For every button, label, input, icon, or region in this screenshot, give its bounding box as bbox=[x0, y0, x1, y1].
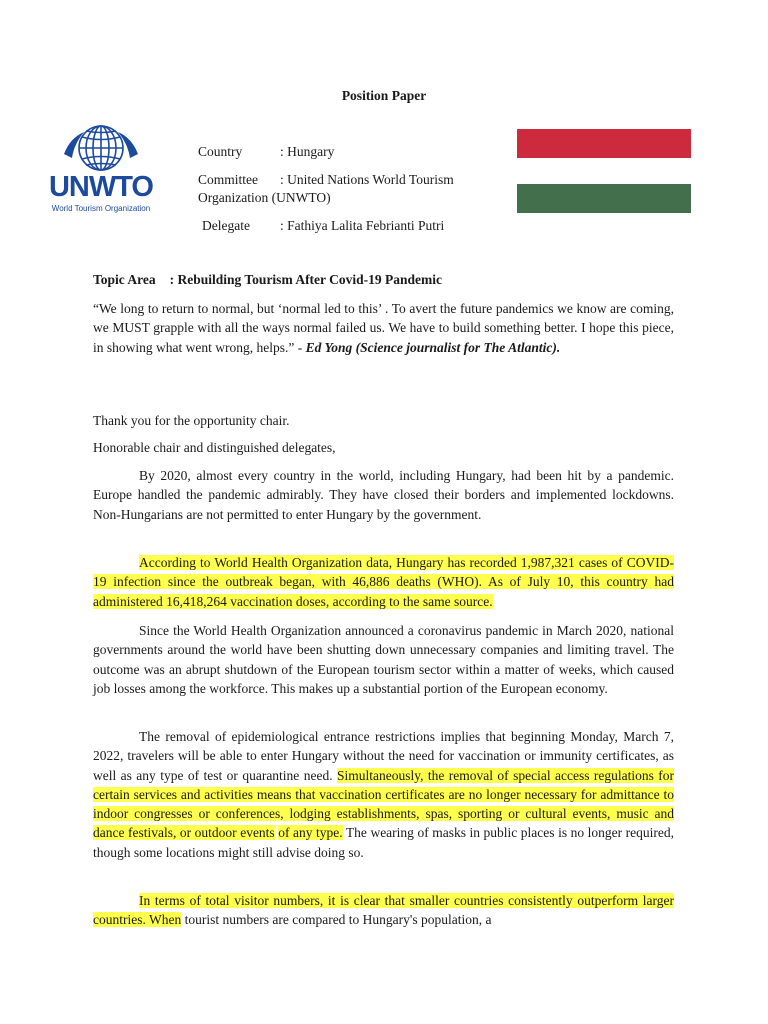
paragraph-2 bbox=[93, 553, 674, 611]
opening-quote bbox=[93, 299, 674, 357]
committee-value: : United Nations World Tourism bbox=[280, 172, 454, 187]
quote-text: “We long to return to normal, but ‘normal led to this’ . To avert the future pandemics we know are coming, we MUST grapple with all the ways normal failed us. We have to build something better. I hope this piece, in showing what went wrong, helps.” - bbox=[93, 301, 674, 355]
greeting-line-2: Honorable chair and distinguished delegates, bbox=[93, 440, 336, 455]
paragraph-4 bbox=[93, 727, 674, 862]
paragraph-2-highlight: According to World Health Organization data, Hungary has recorded 1,987,321 cases of COVID-19 infection since the outbreak began, with 46,886 deaths (WHO). As of July 10, this country had administered 16,418,264 vaccination doses, according to the same source. bbox=[93, 555, 674, 609]
delegate-value: : Fathiya Lalita Febrianti Putri bbox=[280, 218, 445, 233]
topic-area bbox=[93, 272, 442, 288]
globe-icon bbox=[44, 124, 158, 174]
paragraph-4-highlight: Simultaneously, the removal of special access regulations for certain services and activities means that vaccination certificates are no longer necessary for admittance to indoor congresses or conferences, lodging establishments, spas, sporting or cultural events, music and dance festivals, or outdoor events bbox=[93, 767, 674, 841]
paragraph-1-text: By 2020, almost every country in the world, including Hungary, had been hit by a pandemic. Europe handled the pandemic admirably. They have closed their borders and implemented lockdowns. Non-Hungarians are not permitted to enter Hungary by the government. bbox=[93, 468, 674, 522]
flag-red-stripe bbox=[517, 129, 691, 158]
paragraph-3 bbox=[93, 621, 674, 698]
country-value: : Hungary bbox=[280, 144, 335, 159]
logo-wordmark: UNWTO bbox=[48, 171, 153, 203]
unwto-logo bbox=[44, 124, 158, 214]
country-label: Country bbox=[198, 144, 243, 159]
committee-label: Committee bbox=[198, 172, 258, 187]
paragraph-5 bbox=[93, 891, 674, 930]
paragraph-5-highlight: In terms of total visitor numbers, it is clear that smaller countries consistently outperform larger countries. When bbox=[93, 893, 674, 928]
flag-green-stripe bbox=[517, 184, 691, 213]
greeting-line-1: Thank you for the opportunity chair. bbox=[93, 413, 290, 428]
quote-author: Ed Yong (Science journalist for The Atlantic). bbox=[305, 339, 561, 355]
paragraph-4-text-end: The wearing of masks in public places is no longer required, though some locations might still advise doing so. bbox=[93, 825, 674, 860]
paragraph-4-text: The removal of epidemiological entrance restrictions implies that beginning Monday, March 7, 2022, travelers will be able to enter Hungary without the need for vaccination or immunity certificates, as well as any type of test or quarantine need. bbox=[93, 729, 674, 783]
paragraph-4-highlight-2: of any type. bbox=[278, 825, 343, 841]
delegate-label: Delegate bbox=[202, 218, 250, 233]
topic-value: : Rebuilding Tourism After Covid-19 Pandemic bbox=[169, 272, 443, 287]
paragraph-1 bbox=[93, 466, 674, 524]
topic-label: Topic Area bbox=[93, 272, 156, 287]
paragraph-3-text: Since the World Health Organization announced a coronavirus pandemic in March 2020, national governments around the world have been shutting down unnecessary companies and limiting travel. The outcome was an abrupt shutdown of the European tourism sector within a matter of weeks, which caused job losses among the workforce. This makes up a substantial portion of the European economy. bbox=[93, 623, 674, 696]
logo-subtitle: World Tourism Organization bbox=[51, 204, 151, 213]
document-title: Position Paper bbox=[341, 88, 427, 103]
paragraph-5-text: tourist numbers are compared to Hungary's population, a bbox=[181, 912, 492, 928]
committee-value-cont: Organization (UNWTO) bbox=[198, 190, 331, 205]
